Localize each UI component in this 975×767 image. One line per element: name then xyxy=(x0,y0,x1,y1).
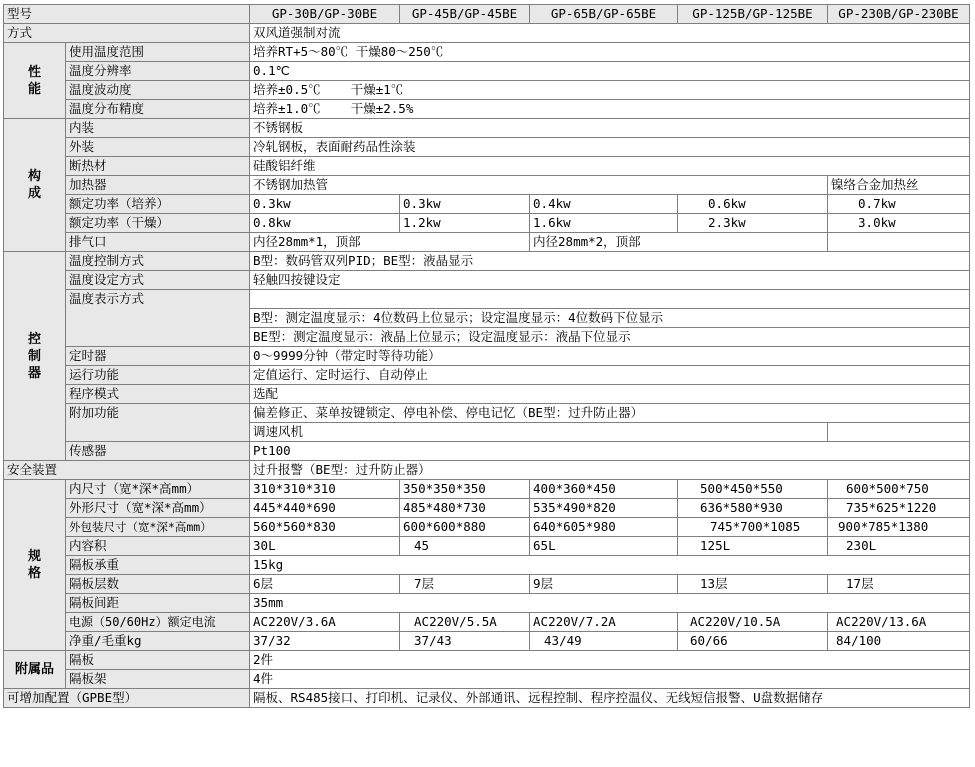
acc-value: 2件 xyxy=(250,651,970,670)
safety-label: 安全装置 xyxy=(4,461,250,480)
ctrl-value: 0～9999分钟（带定时等待功能） xyxy=(250,347,970,366)
cons-row-exhaust xyxy=(4,233,970,252)
model-label: 型号 xyxy=(4,5,250,24)
perf-label: 温度分布精度 xyxy=(66,100,250,119)
spec-value: 445*440*690 xyxy=(250,499,400,518)
optional-label: 可增加配置（GPBE型） xyxy=(4,689,250,708)
cons-row-power-incubate xyxy=(4,195,970,214)
ctrl-row-sensor xyxy=(4,442,970,461)
ctrl-label: 传感器 xyxy=(66,442,250,461)
method-label: 方式 xyxy=(4,24,250,43)
perf-label: 温度分辨率 xyxy=(66,62,250,81)
spec-value: 6层 xyxy=(250,575,400,594)
ctrl-row-program xyxy=(4,385,970,404)
model-45: GP-45B/GP-45BE xyxy=(400,5,530,24)
spec-row-shelf-load xyxy=(4,556,970,575)
perf-value: 0.1℃ xyxy=(250,62,970,81)
cons-row-heater xyxy=(4,176,970,195)
ctrl-row-temp-setting xyxy=(4,271,970,290)
cons-row-outer xyxy=(4,138,970,157)
power-value: 2.3kw xyxy=(678,214,828,233)
spec-value: 230L xyxy=(828,537,970,556)
perf-row-uniformity xyxy=(4,100,970,119)
cons-row-insulation xyxy=(4,157,970,176)
perf-value: 培养±1.0℃ 干燥±2.5% xyxy=(250,100,970,119)
ctrl-label: 附加功能 xyxy=(66,404,250,442)
header-row xyxy=(4,5,970,24)
performance-group: 性能 xyxy=(4,43,66,119)
cons-label: 断热材 xyxy=(66,157,250,176)
spec-table xyxy=(3,4,970,708)
spec-value: 735*625*1220 xyxy=(828,499,970,518)
method-row xyxy=(4,24,970,43)
spec-value: 600*500*750 xyxy=(828,480,970,499)
ctrl-value: B型：数码管双列PID；BE型：液晶显示 xyxy=(250,252,970,271)
spec-value: AC220V/7.2A xyxy=(530,613,678,632)
ctrl-row-temp-display-1 xyxy=(4,290,970,309)
perf-value: 培养RT+5～80℃ 干燥80～250℃ xyxy=(250,43,970,62)
cons-label: 加热器 xyxy=(66,176,250,195)
perf-label: 温度波动度 xyxy=(66,81,250,100)
ctrl-row-timer xyxy=(4,347,970,366)
temp-display-b: B型：测定温度显示：4位数码上位显示；设定温度显示：4位数码下位显示 xyxy=(250,309,970,328)
spec-value: 43/49 xyxy=(530,632,678,651)
ctrl-row-temp-control xyxy=(4,252,970,271)
spec-value: AC220V/5.5A xyxy=(400,613,530,632)
spec-value: 125L xyxy=(678,537,828,556)
spec-value: 636*580*930 xyxy=(678,499,828,518)
method-value: 双风道强制对流 xyxy=(250,24,970,43)
ctrl-label: 温度表示方式 xyxy=(66,290,250,347)
ctrl-row-run xyxy=(4,366,970,385)
spec-value: 500*450*550 xyxy=(678,480,828,499)
extra-value-1: 偏差修正、菜单按键锁定、停电补偿、停电记忆（BE型：过升防止器） xyxy=(250,404,970,423)
spec-value: AC220V/10.5A xyxy=(678,613,828,632)
spec-label: 隔板承重 xyxy=(66,556,250,575)
acc-label: 隔板 xyxy=(66,651,250,670)
spec-row-inner xyxy=(4,480,970,499)
acc-value: 4件 xyxy=(250,670,970,689)
spec-value: 35mm xyxy=(250,594,970,613)
spec-value: 37/32 xyxy=(250,632,400,651)
cons-value: 不锈钢加热管 xyxy=(250,176,828,195)
model-230: GP-230B/GP-230BE xyxy=(828,5,970,24)
spec-value: 13层 xyxy=(678,575,828,594)
ctrl-value: 选配 xyxy=(250,385,970,404)
spec-row-volume xyxy=(4,537,970,556)
spec-value: 60/66 xyxy=(678,632,828,651)
spec-value: 7层 xyxy=(400,575,530,594)
ctrl-label: 温度控制方式 xyxy=(66,252,250,271)
model-125: GP-125B/GP-125BE xyxy=(678,5,828,24)
spec-row-outer xyxy=(4,499,970,518)
power-value: 0.8kw xyxy=(250,214,400,233)
cons-value-230: 镍络合金加热丝 xyxy=(828,176,970,195)
cons-value: 冷轧钢板，表面耐药品性涂装 xyxy=(250,138,970,157)
spec-label: 隔板层数 xyxy=(66,575,250,594)
spec-value: 17层 xyxy=(828,575,970,594)
ctrl-label: 温度设定方式 xyxy=(66,271,250,290)
spec-value: 84/100 xyxy=(828,632,970,651)
extra-empty xyxy=(828,423,970,442)
ctrl-value: 定值运行、定时运行、自动停止 xyxy=(250,366,970,385)
exhaust-empty xyxy=(828,233,970,252)
controller-group: 控制器 xyxy=(4,252,66,461)
ctrl-label: 程序模式 xyxy=(66,385,250,404)
spec-value: 65L xyxy=(530,537,678,556)
ctrl-value: 轻触四按键设定 xyxy=(250,271,970,290)
spec-value: 560*560*830 xyxy=(250,518,400,537)
acc-label: 隔板架 xyxy=(66,670,250,689)
temp-display-be: BE型：测定温度显示：液晶上位显示；设定温度显示：液晶下位显示 xyxy=(250,328,970,347)
safety-value: 过升报警（BE型：过升防止器） xyxy=(250,461,970,480)
ctrl-value: Pt100 xyxy=(250,442,970,461)
power-value: 1.2kw xyxy=(400,214,530,233)
cons-label: 排气口 xyxy=(66,233,250,252)
cons-value: 不锈钢板 xyxy=(250,119,970,138)
spec-value: 15kg xyxy=(250,556,970,575)
ctrl-label: 定时器 xyxy=(66,347,250,366)
spec-label: 外形尺寸（宽*深*高mm） xyxy=(66,499,250,518)
spec-row-shelf-layers xyxy=(4,575,970,594)
perf-label: 使用温度范围 xyxy=(66,43,250,62)
spec-value: AC220V/13.6A xyxy=(828,613,970,632)
optional-value: 隔板、RS485接口、打印机、记录仪、外部通讯、远程控制、程序控温仪、无线短信报警、U盘数据储存 xyxy=(250,689,970,708)
spec-row-shelf-spacing xyxy=(4,594,970,613)
ctrl-row-extra-1 xyxy=(4,404,970,423)
spec-label: 隔板间距 xyxy=(66,594,250,613)
spec-value: 45 xyxy=(400,537,530,556)
cons-value: 硅酸铝纤维 xyxy=(250,157,970,176)
acc-row-rack xyxy=(4,670,970,689)
perf-row-range xyxy=(4,43,970,62)
spec-label: 外包装尺寸（宽*深*高mm） xyxy=(66,518,250,537)
spec-label: 电源（50/60Hz）额定电流 xyxy=(66,613,250,632)
cons-label: 内装 xyxy=(66,119,250,138)
spec-value: 600*600*880 xyxy=(400,518,530,537)
spec-value: 400*360*450 xyxy=(530,480,678,499)
power-value: 3.0kw xyxy=(828,214,970,233)
spec-value: 30L xyxy=(250,537,400,556)
extra-value-2: 调速风机 xyxy=(250,423,828,442)
cons-label: 额定功率（培养） xyxy=(66,195,250,214)
power-value: 0.4kw xyxy=(530,195,678,214)
optional-row xyxy=(4,689,970,708)
accessories-group: 附属品 xyxy=(4,651,66,689)
power-value: 0.7kw xyxy=(828,195,970,214)
cons-row-inner xyxy=(4,119,970,138)
spec-label: 净重/毛重kg xyxy=(66,632,250,651)
spec-row-power-supply xyxy=(4,613,970,632)
safety-row xyxy=(4,461,970,480)
spec-row-package xyxy=(4,518,970,537)
perf-row-resolution xyxy=(4,62,970,81)
spec-label: 内尺寸（宽*深*高mm） xyxy=(66,480,250,499)
cons-label: 外装 xyxy=(66,138,250,157)
spec-value: 350*350*350 xyxy=(400,480,530,499)
construction-group: 构成 xyxy=(4,119,66,252)
spec-value: AC220V/3.6A xyxy=(250,613,400,632)
power-value: 0.3kw xyxy=(400,195,530,214)
ctrl-label: 运行功能 xyxy=(66,366,250,385)
acc-row-shelf xyxy=(4,651,970,670)
perf-row-fluctuation xyxy=(4,81,970,100)
exhaust-value-b: 内径28mm*2，顶部 xyxy=(530,233,828,252)
spec-row-weight xyxy=(4,632,970,651)
spec-value: 745*700*1085 xyxy=(678,518,828,537)
power-value: 1.6kw xyxy=(530,214,678,233)
power-value: 0.6kw xyxy=(678,195,828,214)
perf-value: 培养±0.5℃ 干燥±1℃ xyxy=(250,81,970,100)
spec-value: 37/43 xyxy=(400,632,530,651)
spec-label: 内容积 xyxy=(66,537,250,556)
model-30: GP-30B/GP-30BE xyxy=(250,5,400,24)
temp-display-empty-top xyxy=(250,290,970,309)
cons-row-power-dry xyxy=(4,214,970,233)
power-value: 0.3kw xyxy=(250,195,400,214)
spec-value: 9层 xyxy=(530,575,678,594)
spec-value: 900*785*1380 xyxy=(828,518,970,537)
spec-value: 640*605*980 xyxy=(530,518,678,537)
spec-value: 485*480*730 xyxy=(400,499,530,518)
specs-group: 规格 xyxy=(4,480,66,651)
spec-value: 535*490*820 xyxy=(530,499,678,518)
spec-value: 310*310*310 xyxy=(250,480,400,499)
model-65: GP-65B/GP-65BE xyxy=(530,5,678,24)
exhaust-value-a: 内径28mm*1，顶部 xyxy=(250,233,530,252)
cons-label: 额定功率（干燥） xyxy=(66,214,250,233)
